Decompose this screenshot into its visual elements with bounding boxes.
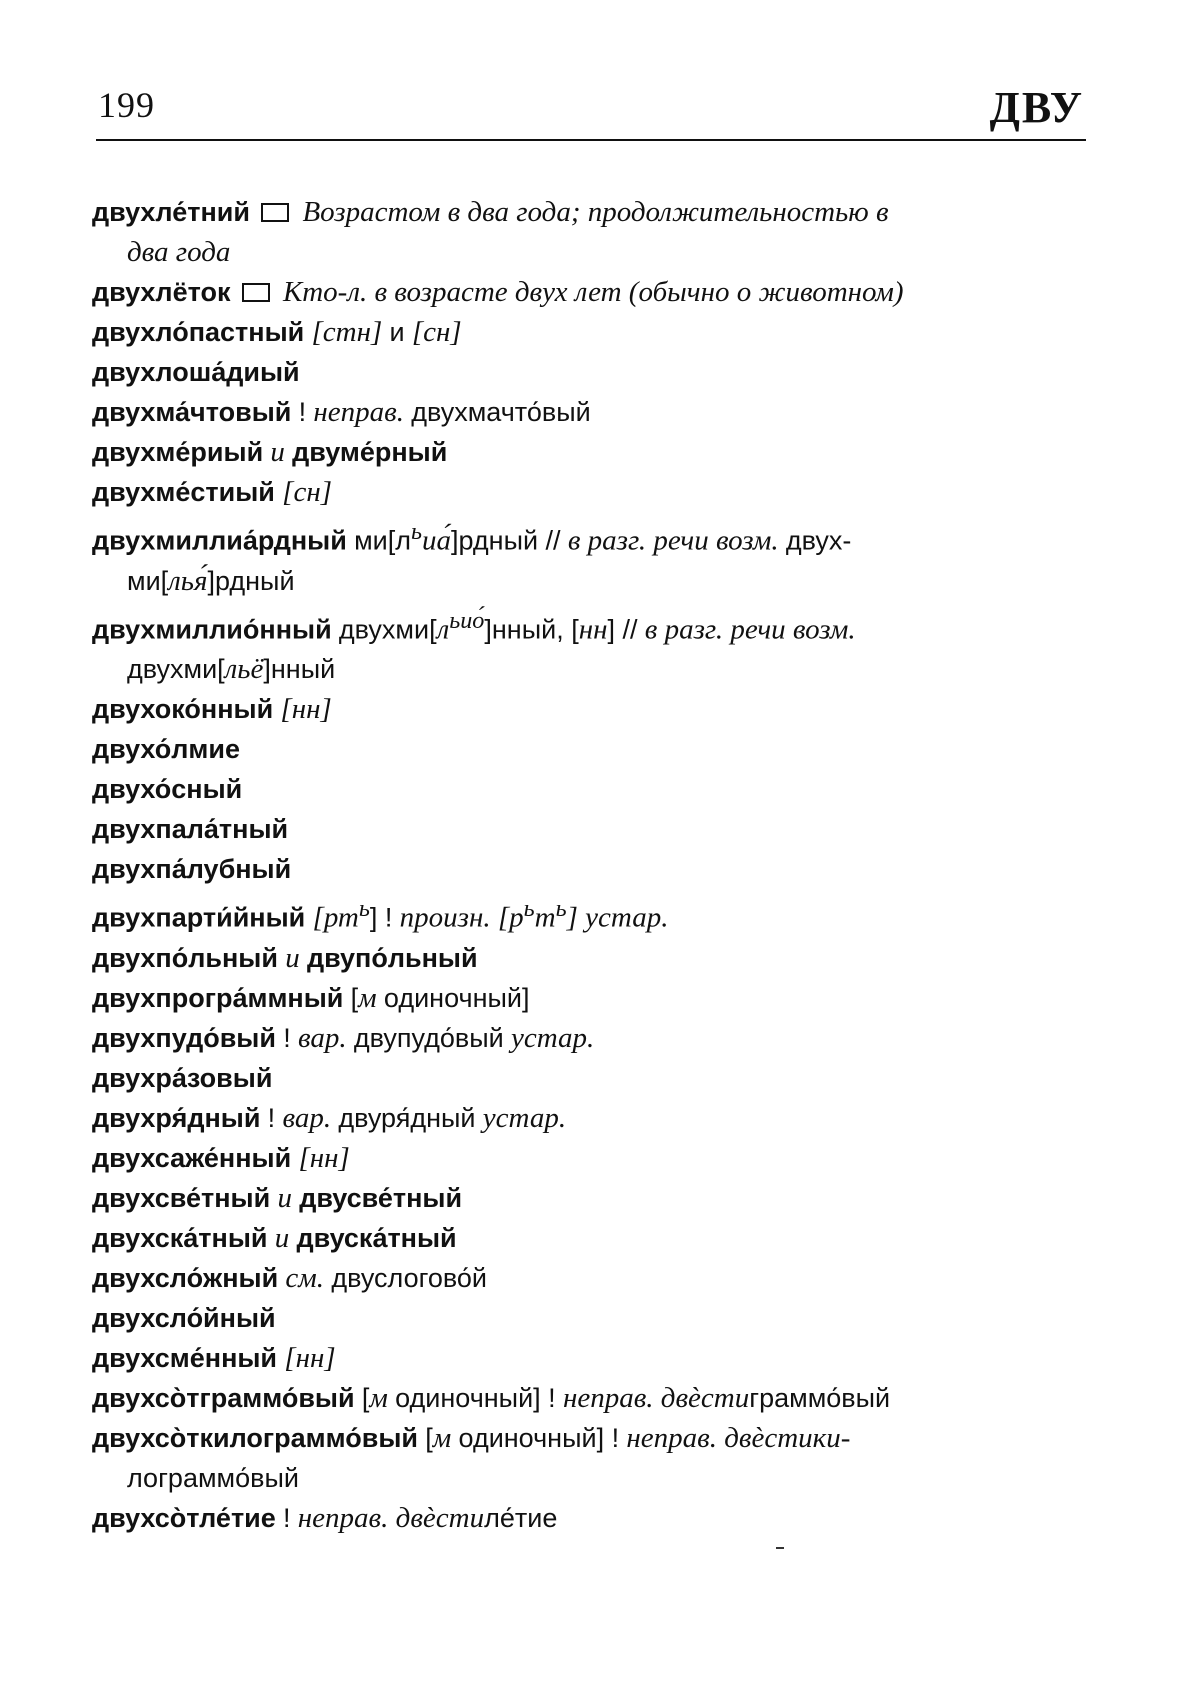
- headword: двухра́зовый: [92, 1062, 273, 1093]
- entry-continuation: лограммо́вый: [127, 1462, 299, 1493]
- usage-label: см.: [285, 1261, 325, 1294]
- pronunciation: [нн]: [284, 1341, 336, 1374]
- headword: двухмиллиа́рдный: [92, 525, 347, 556]
- pronunciation: [нн]: [298, 1141, 350, 1174]
- box-icon: [242, 283, 270, 302]
- pronunciation: т: [534, 901, 556, 934]
- usage-label: неправ.: [562, 1381, 654, 1414]
- dictionary-entry: [92, 392, 1084, 432]
- headword: двухпудо́вый: [92, 1022, 276, 1053]
- headword: двухска́тный: [92, 1222, 268, 1253]
- headword-variant: двуска́тный: [296, 1222, 457, 1253]
- warning-mark: !: [283, 1022, 291, 1053]
- dictionary-entry: [92, 1178, 1084, 1218]
- headword: двухоко́нный: [92, 694, 274, 725]
- pronunciation: л: [436, 613, 450, 646]
- pronunciation: [сн]: [411, 316, 462, 348]
- headword: двухмиллио́нный: [92, 614, 332, 645]
- headword: двухря́дный: [92, 1102, 261, 1133]
- conjunction: и: [389, 317, 405, 347]
- pronunciation: [: [350, 982, 359, 1013]
- pronunciation: [сн]: [282, 476, 333, 508]
- pronunciation: лья́: [168, 564, 208, 597]
- dictionary-entry: [92, 1138, 1084, 1178]
- conjunction: и: [270, 436, 285, 468]
- headword: двухле́тний: [92, 197, 250, 227]
- headword: двухло́пастный: [92, 317, 305, 347]
- pronunciation-note: одиночный] !: [395, 1382, 556, 1413]
- usage-note: в разг. речи возм.: [644, 613, 856, 646]
- pronunciation: [: [361, 1382, 370, 1413]
- entry-continuation: [92, 649, 1084, 689]
- headword: двухсло́жный: [92, 1262, 279, 1293]
- pronunciation: нн: [578, 613, 608, 646]
- headword: двухпала́тный: [92, 814, 289, 845]
- pronunciation: ]нный, [: [484, 614, 579, 645]
- dictionary-entry: [92, 889, 1084, 938]
- variant-form: ]нный: [263, 654, 336, 685]
- dictionary-entry: [92, 1058, 1084, 1098]
- pronunciation-mark: ь: [358, 895, 370, 923]
- headword: двухсве́тный: [92, 1182, 271, 1213]
- headword: двухсо̀тле́тие: [92, 1502, 276, 1533]
- pronunciation: ]рдный //: [451, 525, 561, 556]
- pronunciation: ]: [566, 901, 578, 934]
- dictionary-entry: [92, 272, 1084, 312]
- headword: двухма́чтовый: [92, 397, 292, 427]
- pronunciation: м: [369, 1381, 388, 1414]
- dictionary-entry: [92, 769, 1084, 809]
- usage-note: в разг. речи возм.: [567, 524, 779, 557]
- dictionary-entry: [92, 1298, 1084, 1338]
- pronunciation: [нн]: [280, 693, 332, 726]
- headword: двухсаже́нный: [92, 1142, 292, 1173]
- variant-form: граммо́вый: [749, 1382, 891, 1413]
- usage-label: устар.: [585, 901, 669, 934]
- conjunction: и: [277, 1181, 292, 1214]
- variant-form: двух-: [785, 525, 852, 556]
- pronunciation: двухми[: [338, 614, 437, 645]
- variant-form: ми[: [127, 565, 169, 596]
- pronunciation-note: одиночный] !: [458, 1422, 620, 1453]
- variant-form: двѐсти: [395, 1501, 485, 1534]
- definition: Кто-л. в возрасте двух лет (обычно о животном): [282, 276, 904, 308]
- pronunciation: ] //: [607, 614, 638, 645]
- usage-label: произн.: [399, 901, 491, 934]
- headword: двухо́лмие: [92, 734, 240, 765]
- conjunction: и: [274, 1221, 290, 1254]
- variant-form: двѐсти: [660, 1381, 750, 1414]
- dictionary-entry: [92, 352, 1084, 392]
- pronunciation: льё: [224, 653, 264, 686]
- entry-list: [92, 192, 1084, 1538]
- headword-variant: двуме́рный: [292, 437, 448, 467]
- pronunciation-note: одиночный]: [383, 982, 530, 1013]
- dictionary-entry: [92, 512, 1084, 601]
- warning-mark: ] !: [369, 902, 393, 933]
- page-number: 199: [98, 85, 155, 125]
- warning-mark: !: [267, 1102, 276, 1133]
- dictionary-entry: [92, 978, 1084, 1018]
- headword: двухме́риый: [92, 437, 264, 467]
- headword: двухо́сный: [92, 774, 243, 805]
- print-speck: [776, 1547, 784, 1549]
- dictionary-entry: [92, 1338, 1084, 1378]
- running-head: ДВУ: [989, 83, 1084, 132]
- headword: двухлёток: [92, 277, 231, 307]
- warning-mark: !: [298, 397, 307, 427]
- dictionary-entry: [92, 729, 1084, 769]
- variant-form: двуслогово́й: [331, 1262, 487, 1293]
- headword: двухпо́льный: [92, 942, 278, 973]
- headword: двухпарти́йный: [92, 902, 306, 933]
- box-icon: [261, 203, 289, 222]
- dictionary-entry: [92, 312, 1084, 352]
- headword: двухпа́лубный: [92, 854, 292, 885]
- dictionary-entry: [92, 1498, 1084, 1538]
- variant-form: ]рдный: [207, 565, 295, 596]
- usage-label: устар.: [510, 1021, 595, 1054]
- dictionary-entry: [92, 938, 1084, 978]
- variant-form: двухмачто́вый: [411, 397, 591, 427]
- variant-form: двупудо́вый: [353, 1022, 504, 1053]
- dictionary-entry: [92, 601, 1084, 690]
- entry-continuation: [92, 561, 1084, 601]
- pronunciation-mark: ь: [523, 895, 535, 923]
- headword: двухсо̀тграммо́вый: [92, 1382, 355, 1413]
- headword: двухсме́нный: [92, 1342, 278, 1373]
- warning-mark: !: [283, 1502, 291, 1533]
- variant-form: двуря́дный: [338, 1102, 476, 1133]
- usage-label: неправ.: [626, 1421, 717, 1454]
- dictionary-entry: [92, 1418, 1084, 1498]
- pronunciation: ми[л: [354, 525, 411, 556]
- variant-form: двухми[: [127, 654, 225, 685]
- headword: двухсло́йный: [92, 1302, 276, 1333]
- usage-label: вар.: [282, 1101, 332, 1134]
- variant-form: двѐстики-: [724, 1421, 851, 1454]
- dictionary-entry: [92, 1018, 1084, 1058]
- dictionary-entry: [92, 432, 1084, 472]
- headword: двухме́стиый: [92, 477, 275, 507]
- usage-label: неправ.: [313, 396, 404, 428]
- dictionary-entry: [92, 1098, 1084, 1138]
- headword-variant: двусве́тный: [299, 1182, 463, 1213]
- pronunciation-mark: ь: [411, 518, 422, 545]
- pronunciation: [стн]: [311, 316, 383, 348]
- pronunciation: [р: [497, 901, 524, 934]
- dictionary-entry: [92, 472, 1084, 512]
- entry-continuation: два года: [127, 236, 231, 268]
- dictionary-entry: [92, 1258, 1084, 1298]
- usage-label: устар.: [482, 1101, 567, 1134]
- dictionary-entry: [92, 689, 1084, 729]
- headword: двухпрогра́ммный: [92, 982, 344, 1013]
- pronunciation: м: [358, 981, 377, 1014]
- pronunciation-mark: ьио́: [449, 606, 485, 634]
- headword: двухсо̀ткилограммо́вый: [92, 1422, 418, 1453]
- dictionary-entry: [92, 1218, 1084, 1258]
- headword-variant: двупо́льный: [306, 942, 478, 973]
- conjunction: и: [285, 941, 300, 974]
- dictionary-entry: [92, 192, 1084, 272]
- headword: двухлоша́диый: [92, 357, 300, 387]
- pronunciation-stressed: иа́: [422, 524, 451, 557]
- dictionary-entry: [92, 849, 1084, 889]
- usage-label: вар.: [297, 1021, 347, 1054]
- pronunciation: [: [425, 1422, 433, 1453]
- pronunciation: м: [432, 1421, 452, 1454]
- usage-label: неправ.: [297, 1501, 389, 1534]
- dictionary-entry: [92, 1378, 1084, 1418]
- header-rule: [96, 139, 1086, 141]
- dictionary-entry: [92, 809, 1084, 849]
- pronunciation: [рт: [312, 901, 359, 934]
- variant-form: ле́тие: [484, 1502, 558, 1533]
- pronunciation-mark: ь: [555, 895, 567, 923]
- definition: Возрастом в два года; продолжительностью в: [302, 196, 889, 228]
